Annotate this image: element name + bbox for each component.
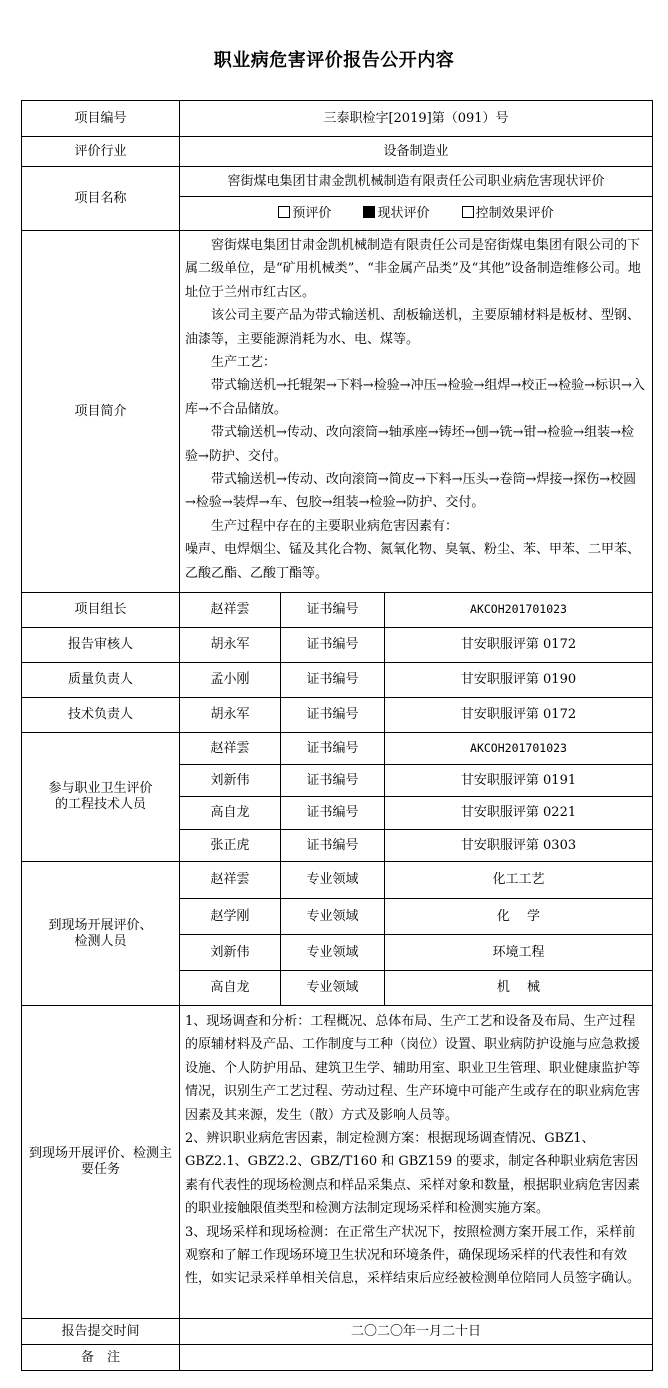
cert-label: 证书编号 xyxy=(281,830,385,862)
onsite-field: 化 学 xyxy=(385,899,653,935)
cert-label: 证书编号 xyxy=(281,593,385,628)
cert-label: 证书编号 xyxy=(281,663,385,698)
option-pre-eval: 预评价 xyxy=(278,206,331,222)
label-remarks: 备 注 xyxy=(22,1345,180,1371)
option-status-eval: 现状评价 xyxy=(363,206,429,222)
row-remarks xyxy=(22,1345,653,1371)
cert-label: 证书编号 xyxy=(281,765,385,797)
value-submit-time: 二〇二〇年一月二十日 xyxy=(180,1319,653,1345)
engineer-name: 高自龙 xyxy=(180,797,281,830)
cert-label: 证书编号 xyxy=(281,733,385,765)
cert-label: 证书编号 xyxy=(281,628,385,663)
value-remarks xyxy=(180,1345,653,1371)
intro-paragraph: 带式输送机→托辊架→下料→检验→冲压→检验→组焊→校正→检验→标识→入库→不合品储放。 xyxy=(185,378,645,417)
report-table xyxy=(21,100,653,1371)
leader-cert: AKCOH201701023 xyxy=(385,593,653,628)
onsite-field: 机 械 xyxy=(385,971,653,1006)
onsite-name: 赵祥雲 xyxy=(180,862,281,899)
task-paragraph: 3、现场采样和现场检测：在正常生产状况下，按照检测方案开展工作，采样前观察和了解工作现场环境卫生状况和环境条件，确保现场采样的代表性和有效性，如实记录采样单相关信息，采样结束后应经被检测单位陪同人员签字确认。 xyxy=(185,1224,641,1287)
checkbox-icon-0 xyxy=(278,206,290,218)
row-reviewer xyxy=(22,628,653,663)
onsite-name: 赵学刚 xyxy=(180,899,281,935)
row-tasks xyxy=(22,1006,653,1319)
onsite-field: 环境工程 xyxy=(385,935,653,971)
reviewer-cert: 甘安职服评第 0172 xyxy=(385,628,653,663)
intro-text xyxy=(180,231,653,593)
engineer-cert: 甘安职服评第 0191 xyxy=(385,765,653,797)
label-tech: 技术负责人 xyxy=(22,698,180,733)
row-project-name xyxy=(22,167,653,197)
row-industry xyxy=(22,137,653,167)
intro-paragraph: 生产过程中存在的主要职业病危害因素有： xyxy=(211,518,459,534)
engineer-name: 张正虎 xyxy=(180,830,281,862)
onsite-name: 刘新伟 xyxy=(180,935,281,971)
row-quality xyxy=(22,663,653,698)
label-submit-time: 报告提交时间 xyxy=(22,1319,180,1345)
field-label: 专业领域 xyxy=(281,899,385,935)
label-project-name: 项目名称 xyxy=(22,167,180,231)
label-intro: 项目简介 xyxy=(22,231,180,593)
intro-paragraph: 带式输送机→传动、改向滚筒→简皮→下料→压头→卷筒→焊接→探伤→校圆→检验→装焊→车、包胶→组装→检验→防护、交付。 xyxy=(185,472,637,511)
leader-name: 赵祥雲 xyxy=(180,593,281,628)
row-intro xyxy=(22,231,653,593)
engineer-cert: AKCOH201701023 xyxy=(385,733,653,765)
intro-paragraph: 带式输送机→传动、改向滚筒→轴承座→铸坯→刨→铣→钳→检验→组装→检验→防护、交付。 xyxy=(185,425,635,464)
label-leader: 项目组长 xyxy=(22,593,180,628)
label-onsite: 到现场开展评价、检测人员 xyxy=(22,862,180,1006)
engineer-name: 刘新伟 xyxy=(180,765,281,797)
field-label: 专业领域 xyxy=(281,935,385,971)
checkbox-icon-2 xyxy=(462,206,474,218)
tech-cert: 甘安职服评第 0172 xyxy=(385,698,653,733)
cert-label: 证书编号 xyxy=(281,797,385,830)
field-label: 专业领域 xyxy=(281,862,385,899)
intro-paragraph: 该公司主要产品为带式输送机、刮板输送机，主要原辅材料是板材、型钢、油漆等，主要能源消耗为水、电、煤等。 xyxy=(185,308,641,347)
onsite-field: 化工工艺 xyxy=(385,862,653,899)
intro-paragraph: 噪声、电焊烟尘、锰及其化合物、氮氧化物、臭氧、粉尘、苯、甲苯、二甲苯、乙酸乙酯、乙酸丁酯等。 xyxy=(185,542,641,581)
page-title: 职业病危害评价报告公开内容 xyxy=(213,50,455,71)
checkbox-icon-1 xyxy=(363,206,375,218)
label-industry: 评价行业 xyxy=(22,137,180,167)
eval-type-options xyxy=(180,197,653,231)
value-industry: 设备制造业 xyxy=(180,137,653,167)
intro-paragraph: 生产工艺： xyxy=(211,355,277,371)
tech-name: 胡永军 xyxy=(180,698,281,733)
label-tasks: 到现场开展评价、检测主要任务 xyxy=(22,1006,180,1319)
label-quality: 质量负责人 xyxy=(22,663,180,698)
label-reviewer: 报告审核人 xyxy=(22,628,180,663)
task-paragraph: 2、辨识职业病危害因素，制定检测方案：根据现场调查情况、GBZ1、GBZ2.1、GBZ2.2、GBZ/T160 和 GBZ159 的要求，制定各种职业病危害因素有代表性的现场检测点和样品采集点、采样对象和数量，根据职业病危害因素的职业接触限值类型和检测方法制定现场采样和检测实施方案。 xyxy=(185,1131,641,1217)
value-project-no: 三泰职检字[2019]第（091）号 xyxy=(180,101,653,137)
row-project-no xyxy=(22,101,653,137)
label-engineers: 参与职业卫生评价的工程技术人员 xyxy=(22,733,180,862)
engineer-name: 赵祥雲 xyxy=(180,733,281,765)
quality-name: 孟小刚 xyxy=(180,663,281,698)
onsite-name: 高自龙 xyxy=(180,971,281,1006)
row-tech xyxy=(22,698,653,733)
option-control-eval: 控制效果评价 xyxy=(462,206,554,222)
tasks-text xyxy=(180,1006,653,1319)
label-project-no: 项目编号 xyxy=(22,101,180,137)
quality-cert: 甘安职服评第 0190 xyxy=(385,663,653,698)
reviewer-name: 胡永军 xyxy=(180,628,281,663)
engineer-cert: 甘安职服评第 0221 xyxy=(385,797,653,830)
row-onsite xyxy=(22,862,653,899)
cert-label: 证书编号 xyxy=(281,698,385,733)
engineer-cert: 甘安职服评第 0303 xyxy=(385,830,653,862)
row-leader xyxy=(22,593,653,628)
value-project-name: 窖街煤电集团甘肃金凯机械制造有限责任公司职业病危害现状评价 xyxy=(180,167,653,197)
row-submit-time xyxy=(22,1319,653,1345)
field-label: 专业领域 xyxy=(281,971,385,1006)
task-paragraph: 1、现场调查和分析：工程概况、总体布局、生产工艺和设备及布局、生产过程的原辅材料及产品、工作制度与工种（岗位）设置、职业病防护设施与应急救援设施、个人防护用品、建筑卫生学、辅助用室、职业卫生管理、职业健康监护等情况，识别生产工艺过程、劳动过程、生产环境中可能产生或存在的职业病危害因素及其来源，发生（散）方式及影响人员等。 xyxy=(185,1014,641,1123)
intro-paragraph: 窖街煤电集团甘肃金凯机械制造有限责任公司是窑街煤电集团有限公司的下属二级单位，是“矿用机械类”、“非金属产品类”及“其他”设备制造维修公司。地址位于兰州市红古区。 xyxy=(185,238,641,300)
row-engineer xyxy=(22,733,653,765)
